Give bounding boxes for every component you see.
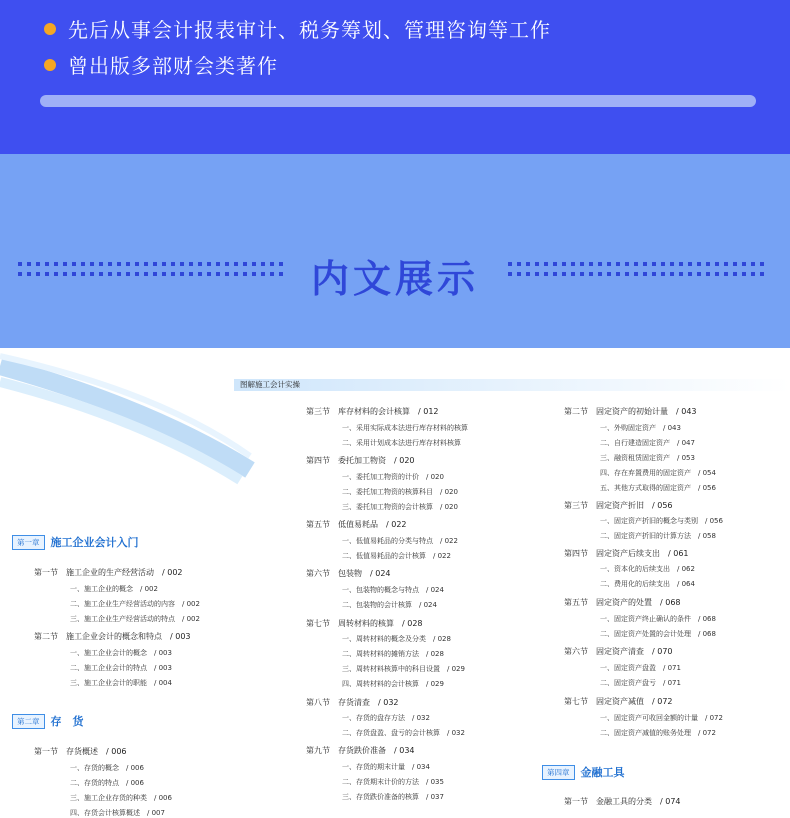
ornament-dot xyxy=(760,262,764,266)
ornament-dot xyxy=(607,272,611,276)
ornament-dot xyxy=(715,272,719,276)
intro-banner xyxy=(0,0,790,154)
ornament-dot xyxy=(724,262,728,266)
toc-section: 第一节 施工企业的生产经营活动 / 002 xyxy=(34,568,183,577)
ornament-dot xyxy=(697,262,701,266)
ornament-dot xyxy=(526,262,530,266)
toc-subsection: 二、固定资产减值的账务处理 / 072 xyxy=(600,729,716,737)
ornament-dot xyxy=(643,262,647,266)
ornament-dot xyxy=(571,262,575,266)
toc-subsection: 一、资本化的后续支出 / 062 xyxy=(600,565,695,573)
toc-subsection: 三、委托加工物资的会计核算 / 020 xyxy=(342,503,458,511)
toc-subsection: 二、费用化的后续支出 / 064 xyxy=(600,580,695,588)
ornament-dot xyxy=(634,262,638,266)
ornament-dot xyxy=(661,262,665,266)
toc-subsection: 二、低值易耗品的会计核算 / 022 xyxy=(342,552,451,560)
toc-subsection: 二、自行建造固定资产 / 047 xyxy=(600,439,695,447)
ornament-dot xyxy=(679,272,683,276)
ornament-dot xyxy=(706,262,710,266)
toc-subsection: 二、周转材料的摊销方法 / 028 xyxy=(342,650,444,658)
chapter-heading xyxy=(542,764,625,780)
toc-subsection: 三、存货跌价准备的核算 / 037 xyxy=(342,793,444,801)
ornament-dot xyxy=(751,272,755,276)
ornament-dot xyxy=(589,262,593,266)
toc-subsection: 二、固定资产折旧的计算方法 / 058 xyxy=(600,532,716,540)
ornament-dot xyxy=(625,262,629,266)
ornament-dot xyxy=(616,272,620,276)
ornament-dot xyxy=(733,272,737,276)
chapter-title: 施工企业会计入门 xyxy=(50,536,139,549)
toc-section: 第六节 包装物 / 024 xyxy=(306,569,391,578)
ornament-dot xyxy=(598,272,602,276)
ornament-dot xyxy=(571,272,575,276)
ornament-dot xyxy=(688,262,692,266)
toc-section: 第五节 低值易耗品 / 022 xyxy=(306,520,407,529)
toc-subsection: 四、存货会计核算概述 / 007 xyxy=(70,809,165,817)
toc-section: 第六节 固定资产清查 / 070 xyxy=(564,647,673,656)
section-title: 内文展示 xyxy=(310,257,479,301)
toc-section: 第三节 固定资产折旧 / 056 xyxy=(564,501,673,510)
ornament-dot xyxy=(670,262,674,266)
ornament-dot xyxy=(580,272,584,276)
ornament-dot xyxy=(706,272,710,276)
intro-bullet-text: 先后从事会计报表审计、税务筹划、管理咨询等工作 xyxy=(68,18,551,42)
chapter-title: 存 货 xyxy=(50,715,84,728)
toc-section: 第七节 周转材料的核算 / 028 xyxy=(306,619,423,628)
toc-subsection: 一、施工企业的概念 / 002 xyxy=(70,585,158,593)
ornament-dot xyxy=(697,272,701,276)
ornament-dot xyxy=(526,272,530,276)
ornament-dot xyxy=(742,272,746,276)
chapter-heading xyxy=(12,534,139,550)
toc-subsection: 二、采用计划成本法进行库存材料核算 xyxy=(342,439,461,447)
toc-subsection: 三、施工企业会计的职能 / 004 xyxy=(70,679,172,687)
toc-section: 第五节 固定资产的处置 / 068 xyxy=(564,598,681,607)
ornament-dot xyxy=(652,272,656,276)
ornament-dot xyxy=(634,272,638,276)
swoosh-decoration xyxy=(0,348,250,488)
page-header xyxy=(234,379,790,391)
toc-subsection: 一、施工企业会计的概念 / 003 xyxy=(70,649,172,657)
chapter-label: 第四章 xyxy=(542,765,575,780)
toc-subsection: 一、采用实际成本法进行库存材料的核算 xyxy=(342,424,468,432)
ornament-dot xyxy=(625,272,629,276)
toc-subsection: 一、包装物的概念与特点 / 024 xyxy=(342,586,444,594)
toc-subsection: 二、包装物的会计核算 / 024 xyxy=(342,601,437,609)
ornament-dot xyxy=(751,262,755,266)
ornament-dot xyxy=(715,262,719,266)
ornament-dot xyxy=(652,262,656,266)
toc-subsection: 三、周转材料核算中的科目设置 / 029 xyxy=(342,665,465,673)
ornament-dot xyxy=(535,272,539,276)
toc-subsection: 四、存在弃置费用的固定资产 / 054 xyxy=(600,469,716,477)
dotted-ornament-right xyxy=(508,262,772,276)
ornament-dot xyxy=(589,272,593,276)
toc-subsection: 三、施工企业存货的种类 / 006 xyxy=(70,794,172,802)
ornament-dot xyxy=(733,262,737,266)
toc-subsection: 一、存货的期末计量 / 034 xyxy=(342,763,430,771)
ornament-dot xyxy=(508,272,512,276)
toc-subsection: 一、低值易耗品的分类与特点 / 022 xyxy=(342,537,458,545)
ornament-dot xyxy=(616,262,620,266)
ornament-dot xyxy=(661,272,665,276)
toc-subsection: 二、固定资产盘亏 / 071 xyxy=(600,679,681,687)
ornament-dot xyxy=(544,272,548,276)
toc-subsection: 二、施工企业生产经营活动的内容 / 002 xyxy=(70,600,200,608)
chapter-title: 金融工具 xyxy=(580,766,625,779)
ornament-dot xyxy=(553,262,557,266)
ornament-dot xyxy=(724,272,728,276)
ornament-dot xyxy=(535,262,539,266)
ornament-dot xyxy=(517,262,521,266)
ornament-dot xyxy=(742,262,746,266)
toc-subsection: 一、固定资产终止确认的条件 / 068 xyxy=(600,615,716,623)
toc-subsection: 一、存货的概念 / 006 xyxy=(70,764,144,772)
toc-subsection: 二、委托加工物资的核算科目 / 020 xyxy=(342,488,458,496)
contents-page xyxy=(0,348,790,817)
chapter-label: 第二章 xyxy=(12,714,45,729)
toc-section: 第八节 存货清查 / 032 xyxy=(306,698,399,707)
toc-section: 第二节 施工企业会计的概念和特点 / 003 xyxy=(34,632,191,641)
toc-subsection: 一、固定资产折旧的概念与类别 / 056 xyxy=(600,517,723,525)
ornament-dot xyxy=(607,262,611,266)
toc-section: 第一节 金融工具的分类 / 074 xyxy=(564,797,681,806)
intro-bullet-text: 曾出版多部财会类著作 xyxy=(68,54,278,78)
ornament-dot xyxy=(688,272,692,276)
toc-subsection: 三、融资租赁固定资产 / 053 xyxy=(600,454,695,462)
toc-section: 第二节 固定资产的初始计量 / 043 xyxy=(564,407,697,416)
intro-bullet xyxy=(44,14,551,43)
intro-bullet xyxy=(44,50,278,79)
toc-subsection: 三、施工企业生产经营活动的特点 / 002 xyxy=(70,615,200,623)
bullet-dot-icon xyxy=(44,59,56,71)
toc-subsection: 一、固定资产可收回金额的计量 / 072 xyxy=(600,714,723,722)
ornament-dot xyxy=(580,262,584,266)
ornament-dot xyxy=(643,272,647,276)
toc-section: 第七节 固定资产减值 / 072 xyxy=(564,697,673,706)
toc-subsection: 二、施工企业会计的特点 / 003 xyxy=(70,664,172,672)
toc-section: 第三节 库存材料的会计核算 / 012 xyxy=(306,407,439,416)
ornament-dot xyxy=(553,272,557,276)
toc-subsection: 四、周转材料的会计核算 / 029 xyxy=(342,680,444,688)
ornament-dot xyxy=(598,262,602,266)
ornament-dot xyxy=(517,272,521,276)
ornament-dot xyxy=(544,262,548,266)
toc-section: 第一节 存货概述 / 006 xyxy=(34,747,127,756)
toc-subsection: 一、固定资产盘盈 / 071 xyxy=(600,664,681,672)
ornament-dot xyxy=(508,262,512,266)
toc-subsection: 五、其他方式取得的固定资产 / 056 xyxy=(600,484,716,492)
divider-bar xyxy=(40,95,756,107)
toc-subsection: 一、委托加工物资的计价 / 020 xyxy=(342,473,444,481)
toc-subsection: 二、存货盘盈、盘亏的会计核算 / 032 xyxy=(342,729,465,737)
bullet-dot-icon xyxy=(44,23,56,35)
toc-section: 第四节 委托加工物资 / 020 xyxy=(306,456,415,465)
ornament-dot xyxy=(670,272,674,276)
ornament-dot xyxy=(562,272,566,276)
toc-subsection: 一、周转材料的概念及分类 / 028 xyxy=(342,635,451,643)
ornament-dot xyxy=(679,262,683,266)
toc-subsection: 一、存货的盘存方法 / 032 xyxy=(342,714,430,722)
toc-subsection: 二、固定资产处置的会计处理 / 068 xyxy=(600,630,716,638)
toc-section: 第四节 固定资产后续支出 / 061 xyxy=(564,549,689,558)
ornament-dot xyxy=(562,262,566,266)
toc-section: 第九节 存货跌价准备 / 034 xyxy=(306,746,415,755)
toc-subsection: 二、存货期末计价的方法 / 035 xyxy=(342,778,444,786)
ornament-dot xyxy=(760,272,764,276)
chapter-label: 第一章 xyxy=(12,535,45,550)
toc-subsection: 二、存货的特点 / 006 xyxy=(70,779,144,787)
page-header-text: 图解施工会计实操 xyxy=(240,380,300,389)
toc-subsection: 一、外购固定资产 / 043 xyxy=(600,424,681,432)
chapter-heading xyxy=(12,713,84,729)
